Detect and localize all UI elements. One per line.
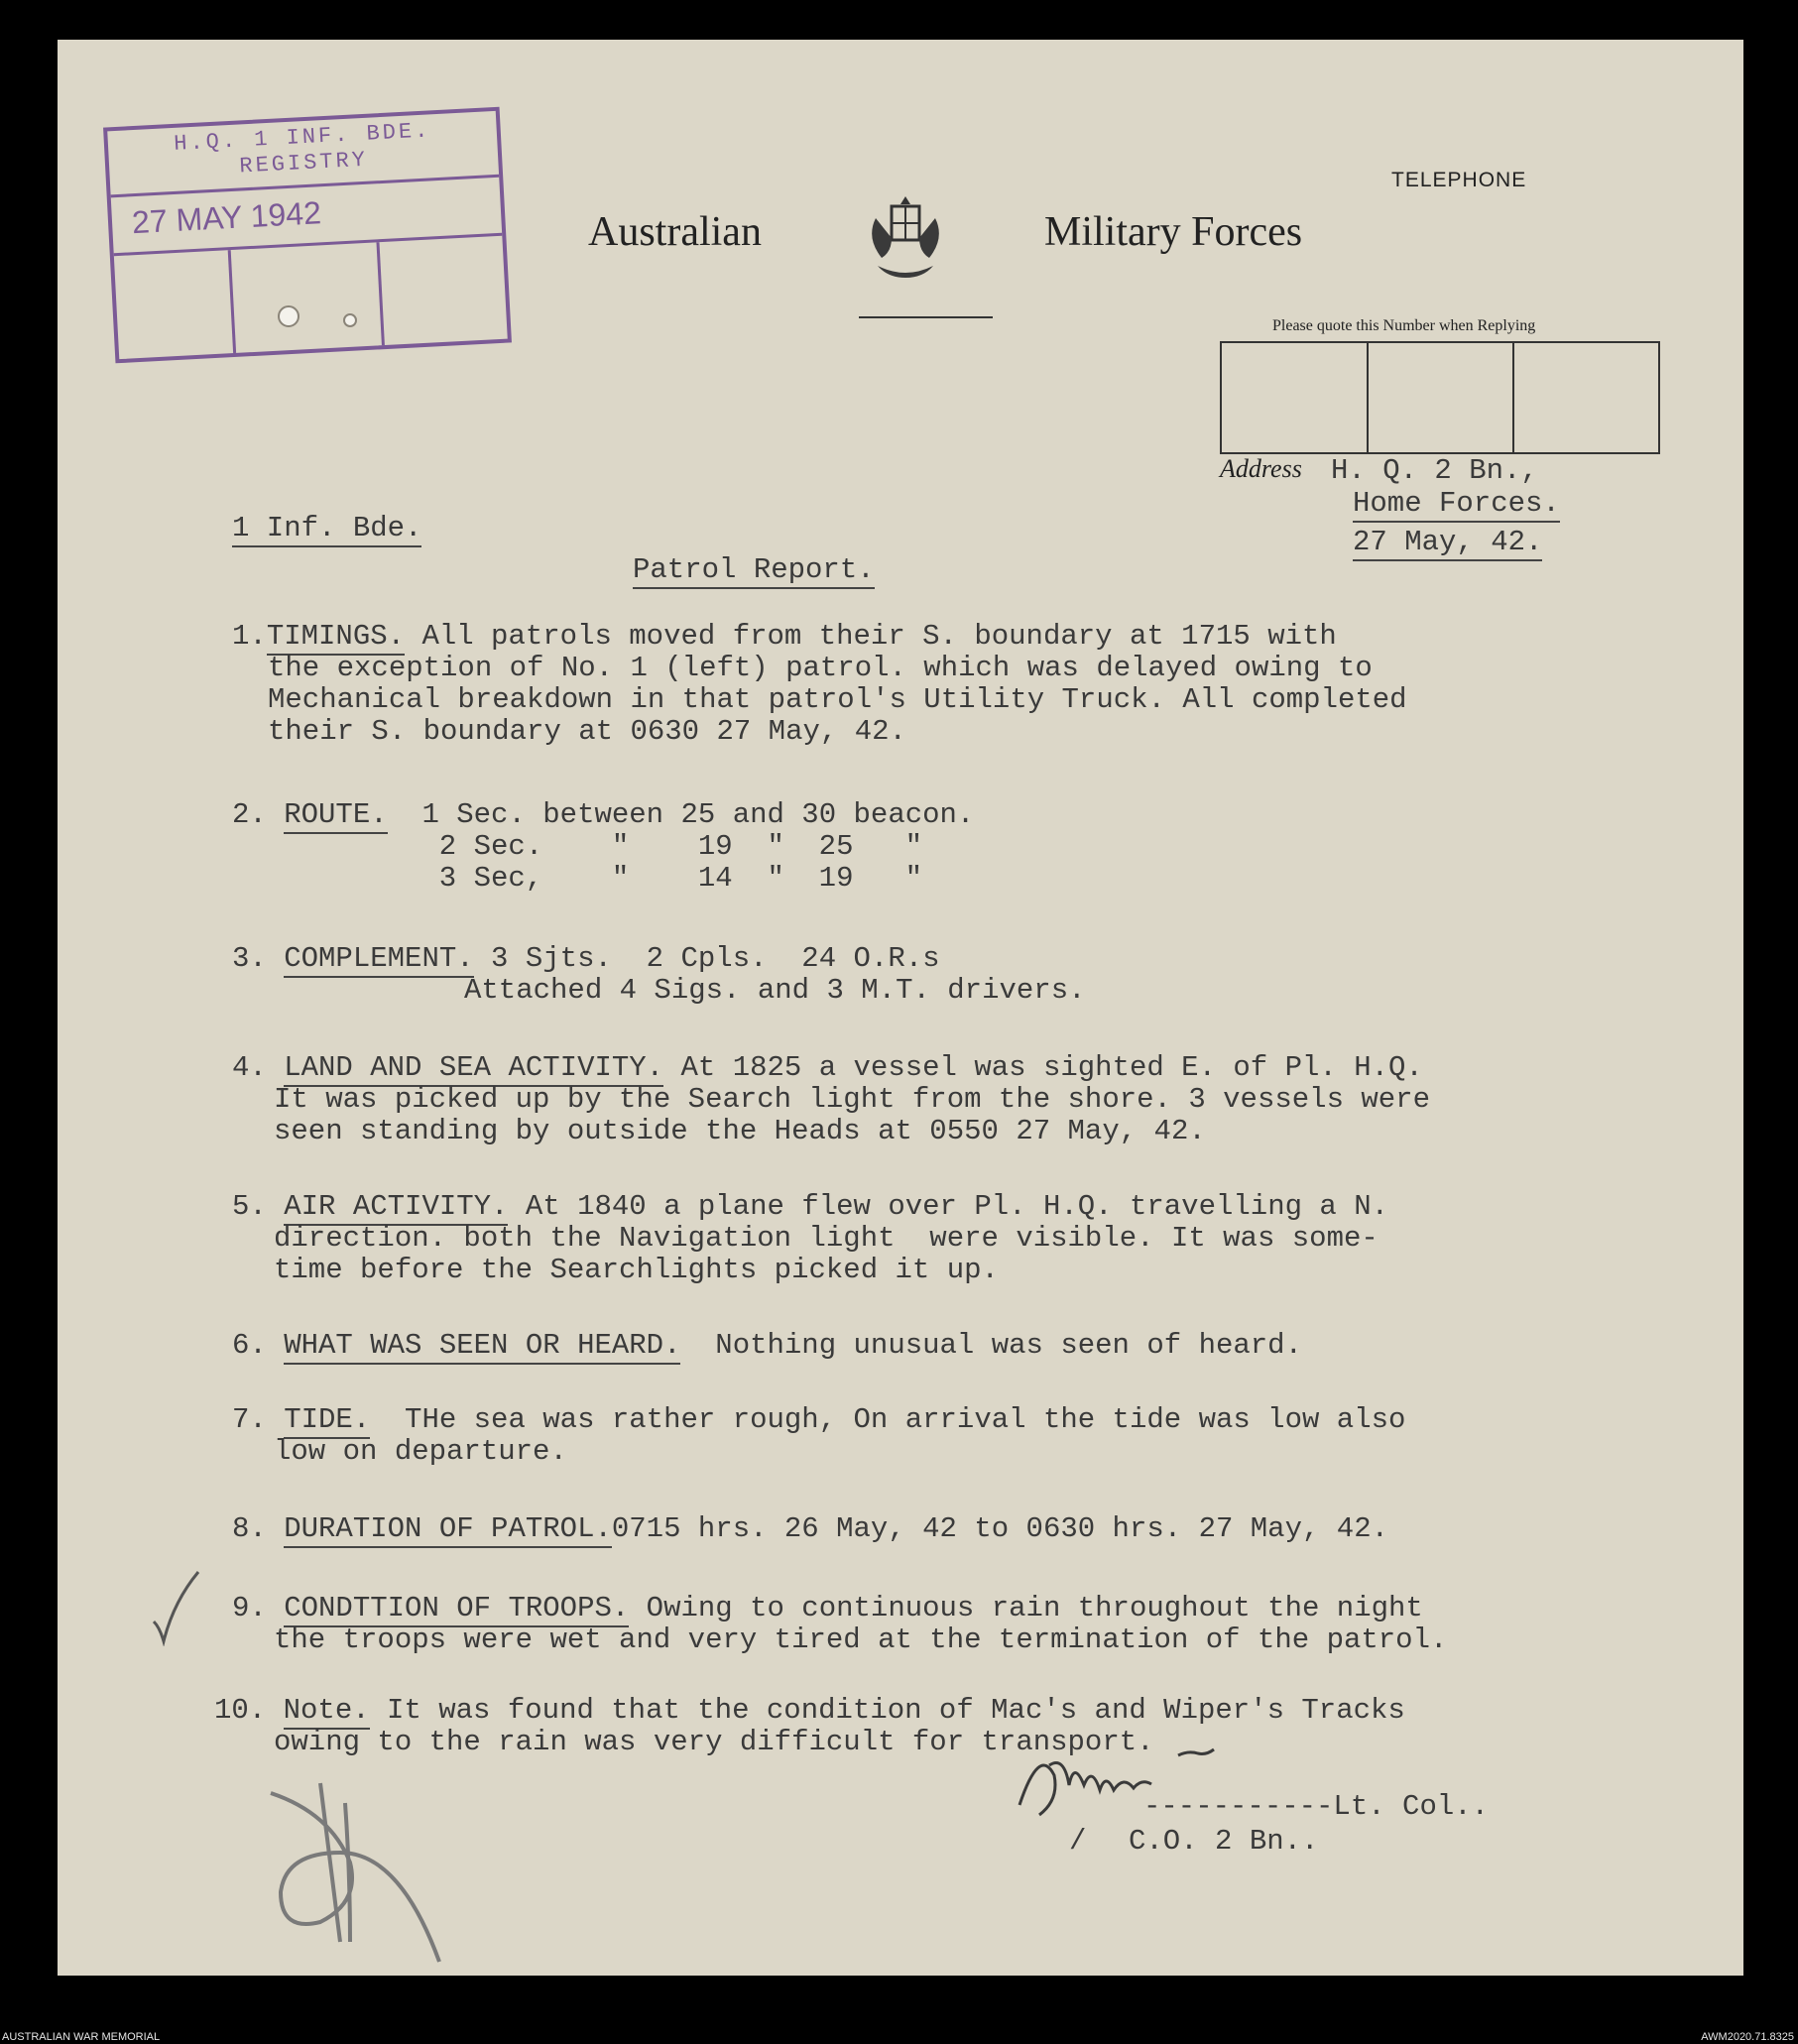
letterhead-rule [859,316,993,318]
item-heading: WHAT WAS SEEN OR HEARD. [284,1329,680,1365]
item-text: owing to the rain was very difficult for transport. [274,1726,1154,1758]
item-number: 4. [232,1051,267,1084]
signature-rank: -----------Lt. Col.. [1143,1790,1490,1823]
item-heading: ROUTE. [284,798,387,834]
item-number: 9. [232,1592,267,1624]
item-text: seen standing by outside the Heads at 0550 27 May, 42. [274,1115,1206,1147]
item-number: 2. [232,798,267,831]
item-number: 3. [232,942,267,975]
document-page [58,40,1743,1976]
item-text: 2 Sec. " 19 " 25 " [405,830,923,863]
address-line3: 27 May, 42. [1353,526,1542,561]
coat-of-arms-icon [856,188,955,288]
stamp-line1: H.Q. 1 INF. BDE. [173,118,431,157]
item-line [232,1051,1423,1084]
address-label: Address [1220,454,1302,483]
item-line [232,798,974,831]
item-text: Nothing unusual was seen of heard. [680,1329,1302,1362]
signature-unit: C.O. 2 Bn.. [1129,1825,1319,1858]
footer-accession: AWM2020.71.8325 [1701,2031,1794,2043]
item-heading: AIR ACTIVITY. [284,1190,508,1226]
signature-mark: / [1069,1825,1087,1858]
stamp-line2: REGISTRY [238,147,369,180]
item-number: 6. [232,1329,267,1362]
item-number: 8. [232,1512,267,1545]
item-text: the troops were wet and very tired at the termination of the patrol. [274,1623,1448,1656]
punch-hole [278,305,300,327]
item-heading: Note. [284,1694,370,1730]
footer-institution: AUSTRALIAN WAR MEMORIAL [2,2031,161,2043]
item-heading: LAND AND SEA ACTIVITY. [284,1051,663,1087]
item-text: It was picked up by the Search light from the shore. 3 vessels were [274,1083,1430,1116]
stamp-date: 27 MAY 1942 [111,174,503,256]
item-text: Owing to continuous rain throughout the night [629,1592,1423,1624]
item-text: their S. boundary at 0630 27 May, 42. [268,715,906,748]
stamp-divider [376,242,384,345]
item-text: Attached 4 Sigs. and 3 M.T. drivers. [464,974,1086,1007]
item-text: low on departure. [274,1435,567,1468]
item-text: At 1840 a plane flew over Pl. H.Q. travelling a N. [508,1190,1389,1223]
letterhead-right: Military Forces [1044,209,1303,255]
item-heading: DURATION OF PATROL. [284,1512,612,1548]
item-text: THe sea was rather rough, On arrival the tide was low also [370,1403,1406,1436]
item-line [232,1403,1405,1436]
item-text: 1 Sec. between 25 and 30 beacon. [387,798,975,831]
item-line [232,1512,1388,1545]
item-number: 5. [232,1190,267,1223]
reference-number-box [1220,341,1660,454]
item-text: All patrols moved from their S. boundary at 1715 with [405,620,1337,653]
registry-stamp [103,107,512,364]
report-title: Patrol Report. [633,553,875,589]
stamp-divider [228,250,236,353]
telephone-label: TELEPHONE [1391,169,1527,191]
item-heading: TIMINGS. [267,620,405,656]
item-heading: TIDE. [284,1403,370,1439]
address-line1: H. Q. 2 Bn., [1331,454,1538,487]
pencil-initials [251,1763,499,1976]
item-number: 10. [214,1694,267,1727]
item-text: time before the Searchlights picked it up. [274,1254,999,1286]
item-text: 0715 hrs. 26 May, 42 to 0630 hrs. 27 May, 42. [611,1512,1389,1545]
quote-number-note: Please quote this Number when Replying [1272,317,1536,334]
item-text: Mechanical breakdown in that patrol's Utility Truck. All completed [268,683,1407,716]
item-number: 1. [232,620,267,653]
item-text: 3 Sec, " 14 " 19 " [405,862,923,895]
recipient: 1 Inf. Bde. [232,512,421,547]
item-number: 7. [232,1403,267,1436]
item-line [232,620,1337,653]
item-line [214,1694,1405,1727]
item-line [232,1329,1302,1362]
item-text: It was found that the condition of Mac's and Wiper's Tracks [369,1694,1405,1727]
check-mark-icon [149,1567,208,1646]
item-heading: COMPLEMENT. [284,942,473,978]
item-text: At 1825 a vessel was sighted E. of Pl. H.Q. [663,1051,1423,1084]
address-line2: Home Forces. [1353,487,1560,523]
item-line [232,942,940,975]
item-line [232,1592,1423,1624]
item-heading: CONDTTION OF TROOPS. [284,1592,629,1627]
item-text: 3 Sjts. 2 Cpls. 24 O.R.s [473,942,940,975]
item-text: the exception of No. 1 (left) patrol. which was delayed owing to [268,652,1373,684]
item-line [232,1190,1388,1223]
item-text: direction. both the Navigation light were visible. It was some- [274,1222,1378,1255]
letterhead-left: Australian [588,209,762,255]
punch-hole [343,313,357,327]
